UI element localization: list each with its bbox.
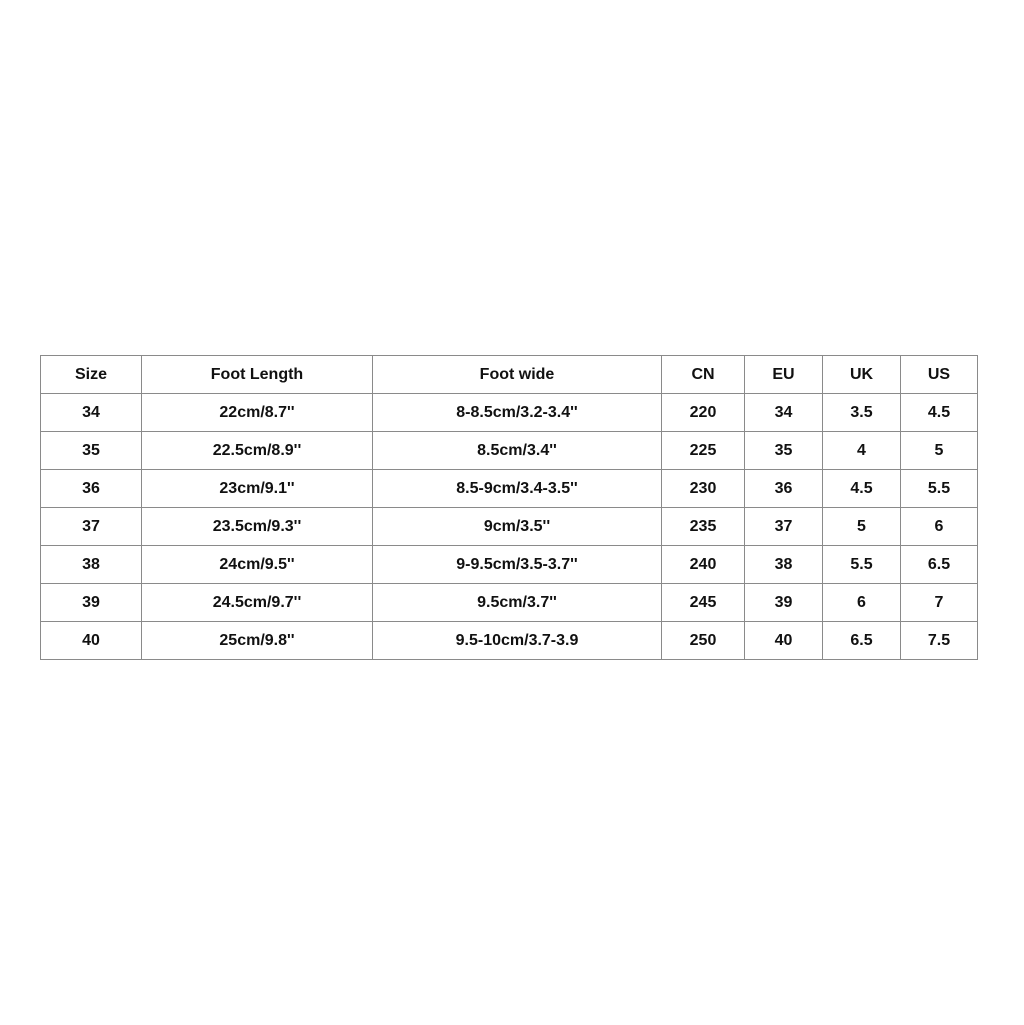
- table-header: [41, 356, 978, 394]
- cell-eu: 40: [745, 622, 823, 660]
- cell-eu: 34: [745, 394, 823, 432]
- cell-foot-length: 23.5cm/9.3'': [142, 508, 373, 546]
- header-foot-length: Foot Length: [142, 356, 373, 394]
- cell-us: 6.5: [901, 546, 978, 584]
- header-cn: CN: [662, 356, 745, 394]
- cell-foot-wide: 8.5cm/3.4'': [373, 432, 662, 470]
- header-row: [41, 356, 978, 394]
- cell-eu: 35: [745, 432, 823, 470]
- table-row: [41, 622, 978, 660]
- cell-cn: 245: [662, 584, 745, 622]
- table-body: [41, 394, 978, 660]
- cell-uk: 5.5: [823, 546, 901, 584]
- cell-foot-length: 24cm/9.5'': [142, 546, 373, 584]
- cell-eu: 36: [745, 470, 823, 508]
- cell-foot-wide: 8-8.5cm/3.2-3.4'': [373, 394, 662, 432]
- cell-foot-wide: 8.5-9cm/3.4-3.5'': [373, 470, 662, 508]
- cell-foot-length: 25cm/9.8'': [142, 622, 373, 660]
- header-us: US: [901, 356, 978, 394]
- cell-uk: 3.5: [823, 394, 901, 432]
- cell-uk: 6.5: [823, 622, 901, 660]
- cell-foot-length: 22cm/8.7'': [142, 394, 373, 432]
- size-chart-table: [40, 355, 978, 660]
- cell-size: 38: [41, 546, 142, 584]
- cell-eu: 37: [745, 508, 823, 546]
- table-row: [41, 584, 978, 622]
- cell-us: 7.5: [901, 622, 978, 660]
- table-row: [41, 508, 978, 546]
- header-uk: UK: [823, 356, 901, 394]
- cell-uk: 6: [823, 584, 901, 622]
- table-row: [41, 546, 978, 584]
- cell-size: 35: [41, 432, 142, 470]
- cell-foot-length: 22.5cm/8.9'': [142, 432, 373, 470]
- cell-size: 39: [41, 584, 142, 622]
- cell-foot-wide: 9-9.5cm/3.5-3.7'': [373, 546, 662, 584]
- cell-size: 34: [41, 394, 142, 432]
- cell-size: 37: [41, 508, 142, 546]
- cell-cn: 240: [662, 546, 745, 584]
- cell-foot-wide: 9cm/3.5'': [373, 508, 662, 546]
- cell-cn: 220: [662, 394, 745, 432]
- cell-uk: 4.5: [823, 470, 901, 508]
- cell-us: 6: [901, 508, 978, 546]
- table-row: [41, 432, 978, 470]
- cell-foot-wide: 9.5cm/3.7'': [373, 584, 662, 622]
- cell-us: 7: [901, 584, 978, 622]
- cell-size: 36: [41, 470, 142, 508]
- cell-foot-wide: 9.5-10cm/3.7-3.9: [373, 622, 662, 660]
- cell-eu: 39: [745, 584, 823, 622]
- cell-foot-length: 24.5cm/9.7'': [142, 584, 373, 622]
- header-size: Size: [41, 356, 142, 394]
- cell-us: 5: [901, 432, 978, 470]
- cell-uk: 4: [823, 432, 901, 470]
- cell-cn: 250: [662, 622, 745, 660]
- cell-us: 4.5: [901, 394, 978, 432]
- cell-eu: 38: [745, 546, 823, 584]
- header-eu: EU: [745, 356, 823, 394]
- header-foot-wide: Foot wide: [373, 356, 662, 394]
- cell-cn: 225: [662, 432, 745, 470]
- cell-uk: 5: [823, 508, 901, 546]
- table-row: [41, 394, 978, 432]
- cell-foot-length: 23cm/9.1'': [142, 470, 373, 508]
- cell-cn: 230: [662, 470, 745, 508]
- cell-size: 40: [41, 622, 142, 660]
- cell-cn: 235: [662, 508, 745, 546]
- cell-us: 5.5: [901, 470, 978, 508]
- table-row: [41, 470, 978, 508]
